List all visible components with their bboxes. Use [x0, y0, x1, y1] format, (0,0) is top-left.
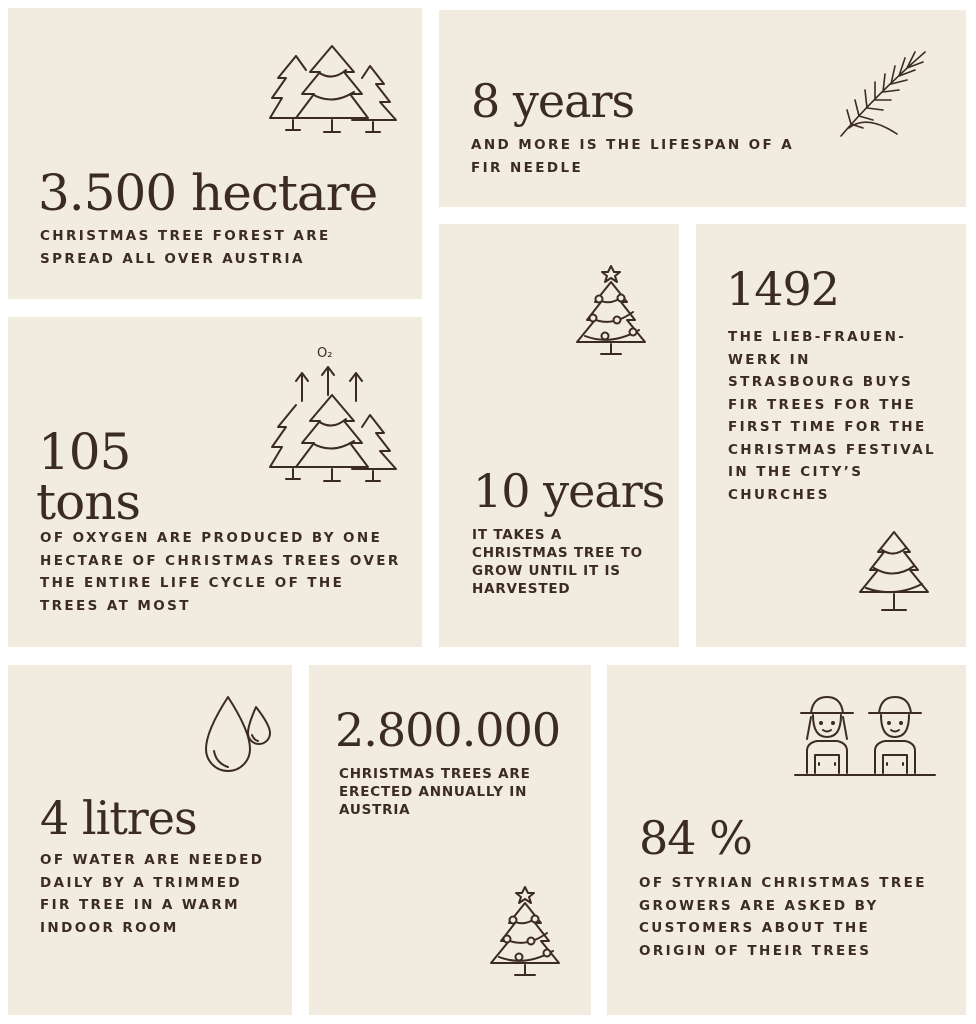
stat-card-annual: [309, 665, 591, 1015]
stat-caption: OF WATER ARE NEEDED DAILY BY A TRIMMED FIR TREE IN A WARM INDOOR ROOM: [40, 852, 265, 936]
stat-card-grow: [439, 224, 679, 647]
o2-label: O₂: [317, 346, 333, 361]
decorated-christmas-tree-icon: [571, 262, 651, 358]
decorated-christmas-tree-icon: [485, 883, 565, 979]
stat-value: 3.500 hectare: [38, 164, 378, 222]
stat-caption: CHRISTMAS TREES ARE ERECTED ANNUALLY IN AUSTRIA: [339, 766, 531, 818]
stat-value-line1: 105: [38, 423, 131, 481]
fir-forest-icon: [266, 42, 402, 134]
stat-card-oxygen: [8, 317, 422, 647]
stat-card-growers: [607, 665, 966, 1015]
stat-card-water: [8, 665, 292, 1015]
stat-value-line2: tons: [36, 473, 141, 531]
water-drops-icon: [190, 691, 276, 781]
stat-caption: AND MORE IS THE LIFESPAN OF A FIR NEEDLE: [471, 137, 795, 176]
stat-card-history: [696, 224, 966, 647]
stat-caption: OF OXYGEN ARE PRODUCED BY ONE HECTARE OF CHRISTMAS TREES OVER THE ENTIRE LIFE CYCLE OF THE TREES AT MOST: [40, 530, 401, 614]
stat-caption: CHRISTMAS TREE FOREST ARE SPREAD ALL OVER AUSTRIA: [40, 228, 331, 267]
fir-branch-icon: [837, 44, 931, 140]
stat-value: 1492: [726, 262, 840, 316]
fir-tree-icon: [854, 528, 934, 618]
stat-value: 4 litres: [40, 791, 197, 845]
stat-value: 84 %: [639, 811, 752, 865]
stat-caption: THE LIEB-FRAUEN-WERK IN STRASBOURG BUYS FIR TREES FOR THE FIRST TIME FOR THE CHRISTMAS FESTIVAL IN THE CITY’S CHURCHES: [728, 329, 937, 503]
forest-oxygen-icon: [266, 343, 402, 483]
stat-card-needle: [439, 10, 966, 207]
stat-value: 10 years: [473, 464, 665, 518]
stat-value: 8 years: [471, 74, 635, 128]
stat-card-forest: [8, 8, 422, 299]
farmers-icon: [793, 691, 939, 777]
stat-caption: IT TAKES A CHRISTMAS TREE TO GROW UNTIL IT IS HARVESTED: [472, 527, 643, 597]
stat-caption: OF STYRIAN CHRISTMAS TREE GROWERS ARE ASKED BY CUSTOMERS ABOUT THE ORIGIN OF THEIR TREES: [639, 875, 927, 959]
stat-value: 2.800.000: [335, 703, 561, 757]
